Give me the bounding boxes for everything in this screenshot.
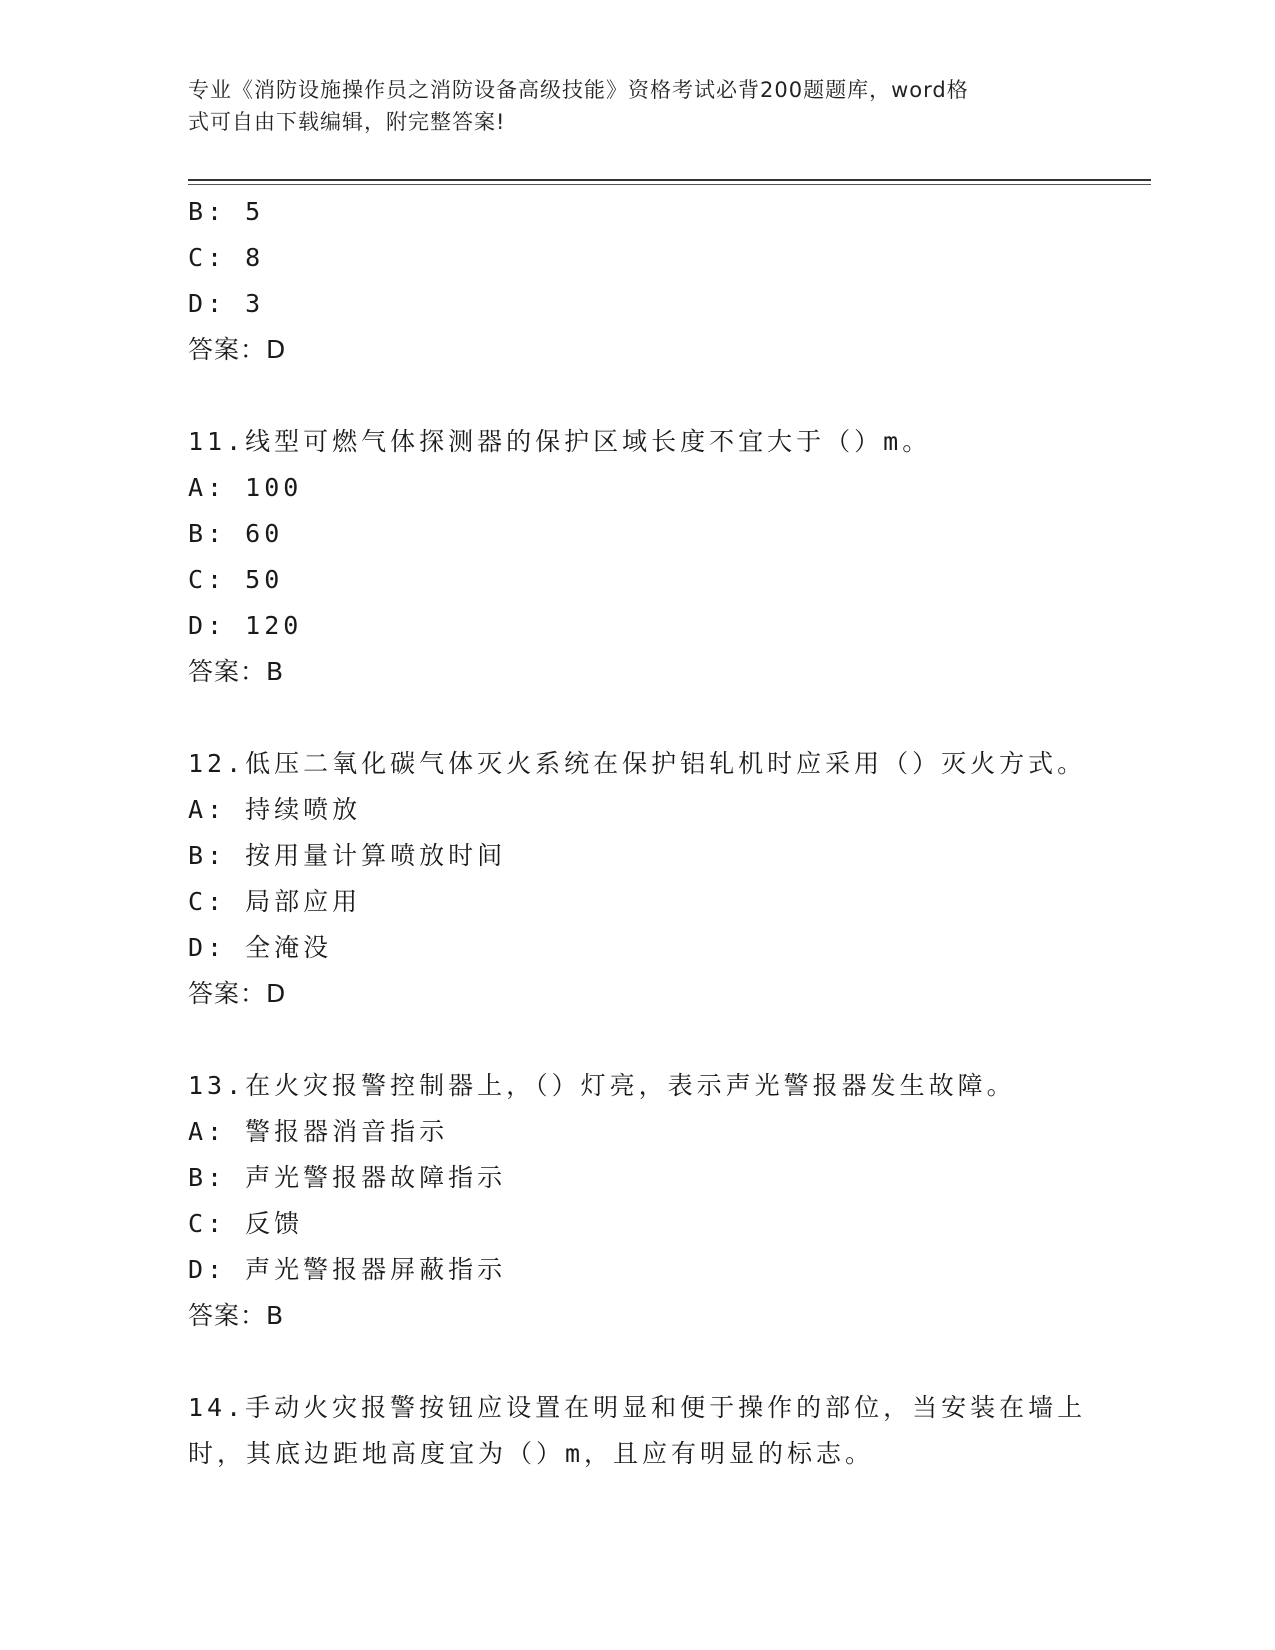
question-13: 13.在火灾报警控制器上，（）灯亮，表示声光警报器发生故障。 — [188, 1071, 1016, 1100]
header-divider-thin — [188, 184, 1151, 185]
answer: 答案：D — [188, 335, 287, 364]
option-c: C: 反馈 — [188, 1209, 304, 1238]
option-d: D: 声光警报器屏蔽指示 — [188, 1255, 507, 1284]
answer: 答案：B — [188, 1301, 285, 1330]
question-12: 12.低压二氧化碳气体灭火系统在保护铝轧机时应采用（）灭火方式。 — [188, 749, 1087, 778]
option-c: C: 局部应用 — [188, 887, 362, 916]
question-list — [188, 189, 1088, 1477]
question-14-line-1: 14.手动火灾报警按钮应设置在明显和便于操作的部位，当安装在墙上 — [188, 1393, 1087, 1422]
option-d: D: 3 — [188, 289, 265, 318]
option-c: C: 50 — [188, 565, 284, 594]
option-b: B: 5 — [188, 197, 265, 226]
option-c: C: 8 — [188, 243, 265, 272]
header-line-1: 专业《消防设施操作员之消防设备高级技能》资格考试必背200题题库，word格 — [188, 78, 969, 102]
option-a: A: 警报器消音指示 — [188, 1117, 449, 1146]
question-14-line-2: 时，其底边距地高度宜为（）m，且应有明显的标志。 — [188, 1439, 875, 1468]
option-a: A: 持续喷放 — [188, 795, 362, 824]
header-line-2: 式可自由下载编辑，附完整答案! — [188, 110, 506, 134]
option-b: B: 声光警报器故障指示 — [188, 1163, 507, 1192]
document-header — [188, 74, 1068, 138]
header-divider-thick — [188, 179, 1151, 181]
option-a: A: 100 — [188, 473, 303, 502]
option-d: D: 全淹没 — [188, 933, 333, 962]
question-11: 11.线型可燃气体探测器的保护区域长度不宜大于（）m。 — [188, 427, 932, 456]
option-b: B: 60 — [188, 519, 284, 548]
option-b: B: 按用量计算喷放时间 — [188, 841, 507, 870]
answer: 答案：B — [188, 657, 285, 686]
answer: 答案：D — [188, 979, 287, 1008]
option-d: D: 120 — [188, 611, 303, 640]
